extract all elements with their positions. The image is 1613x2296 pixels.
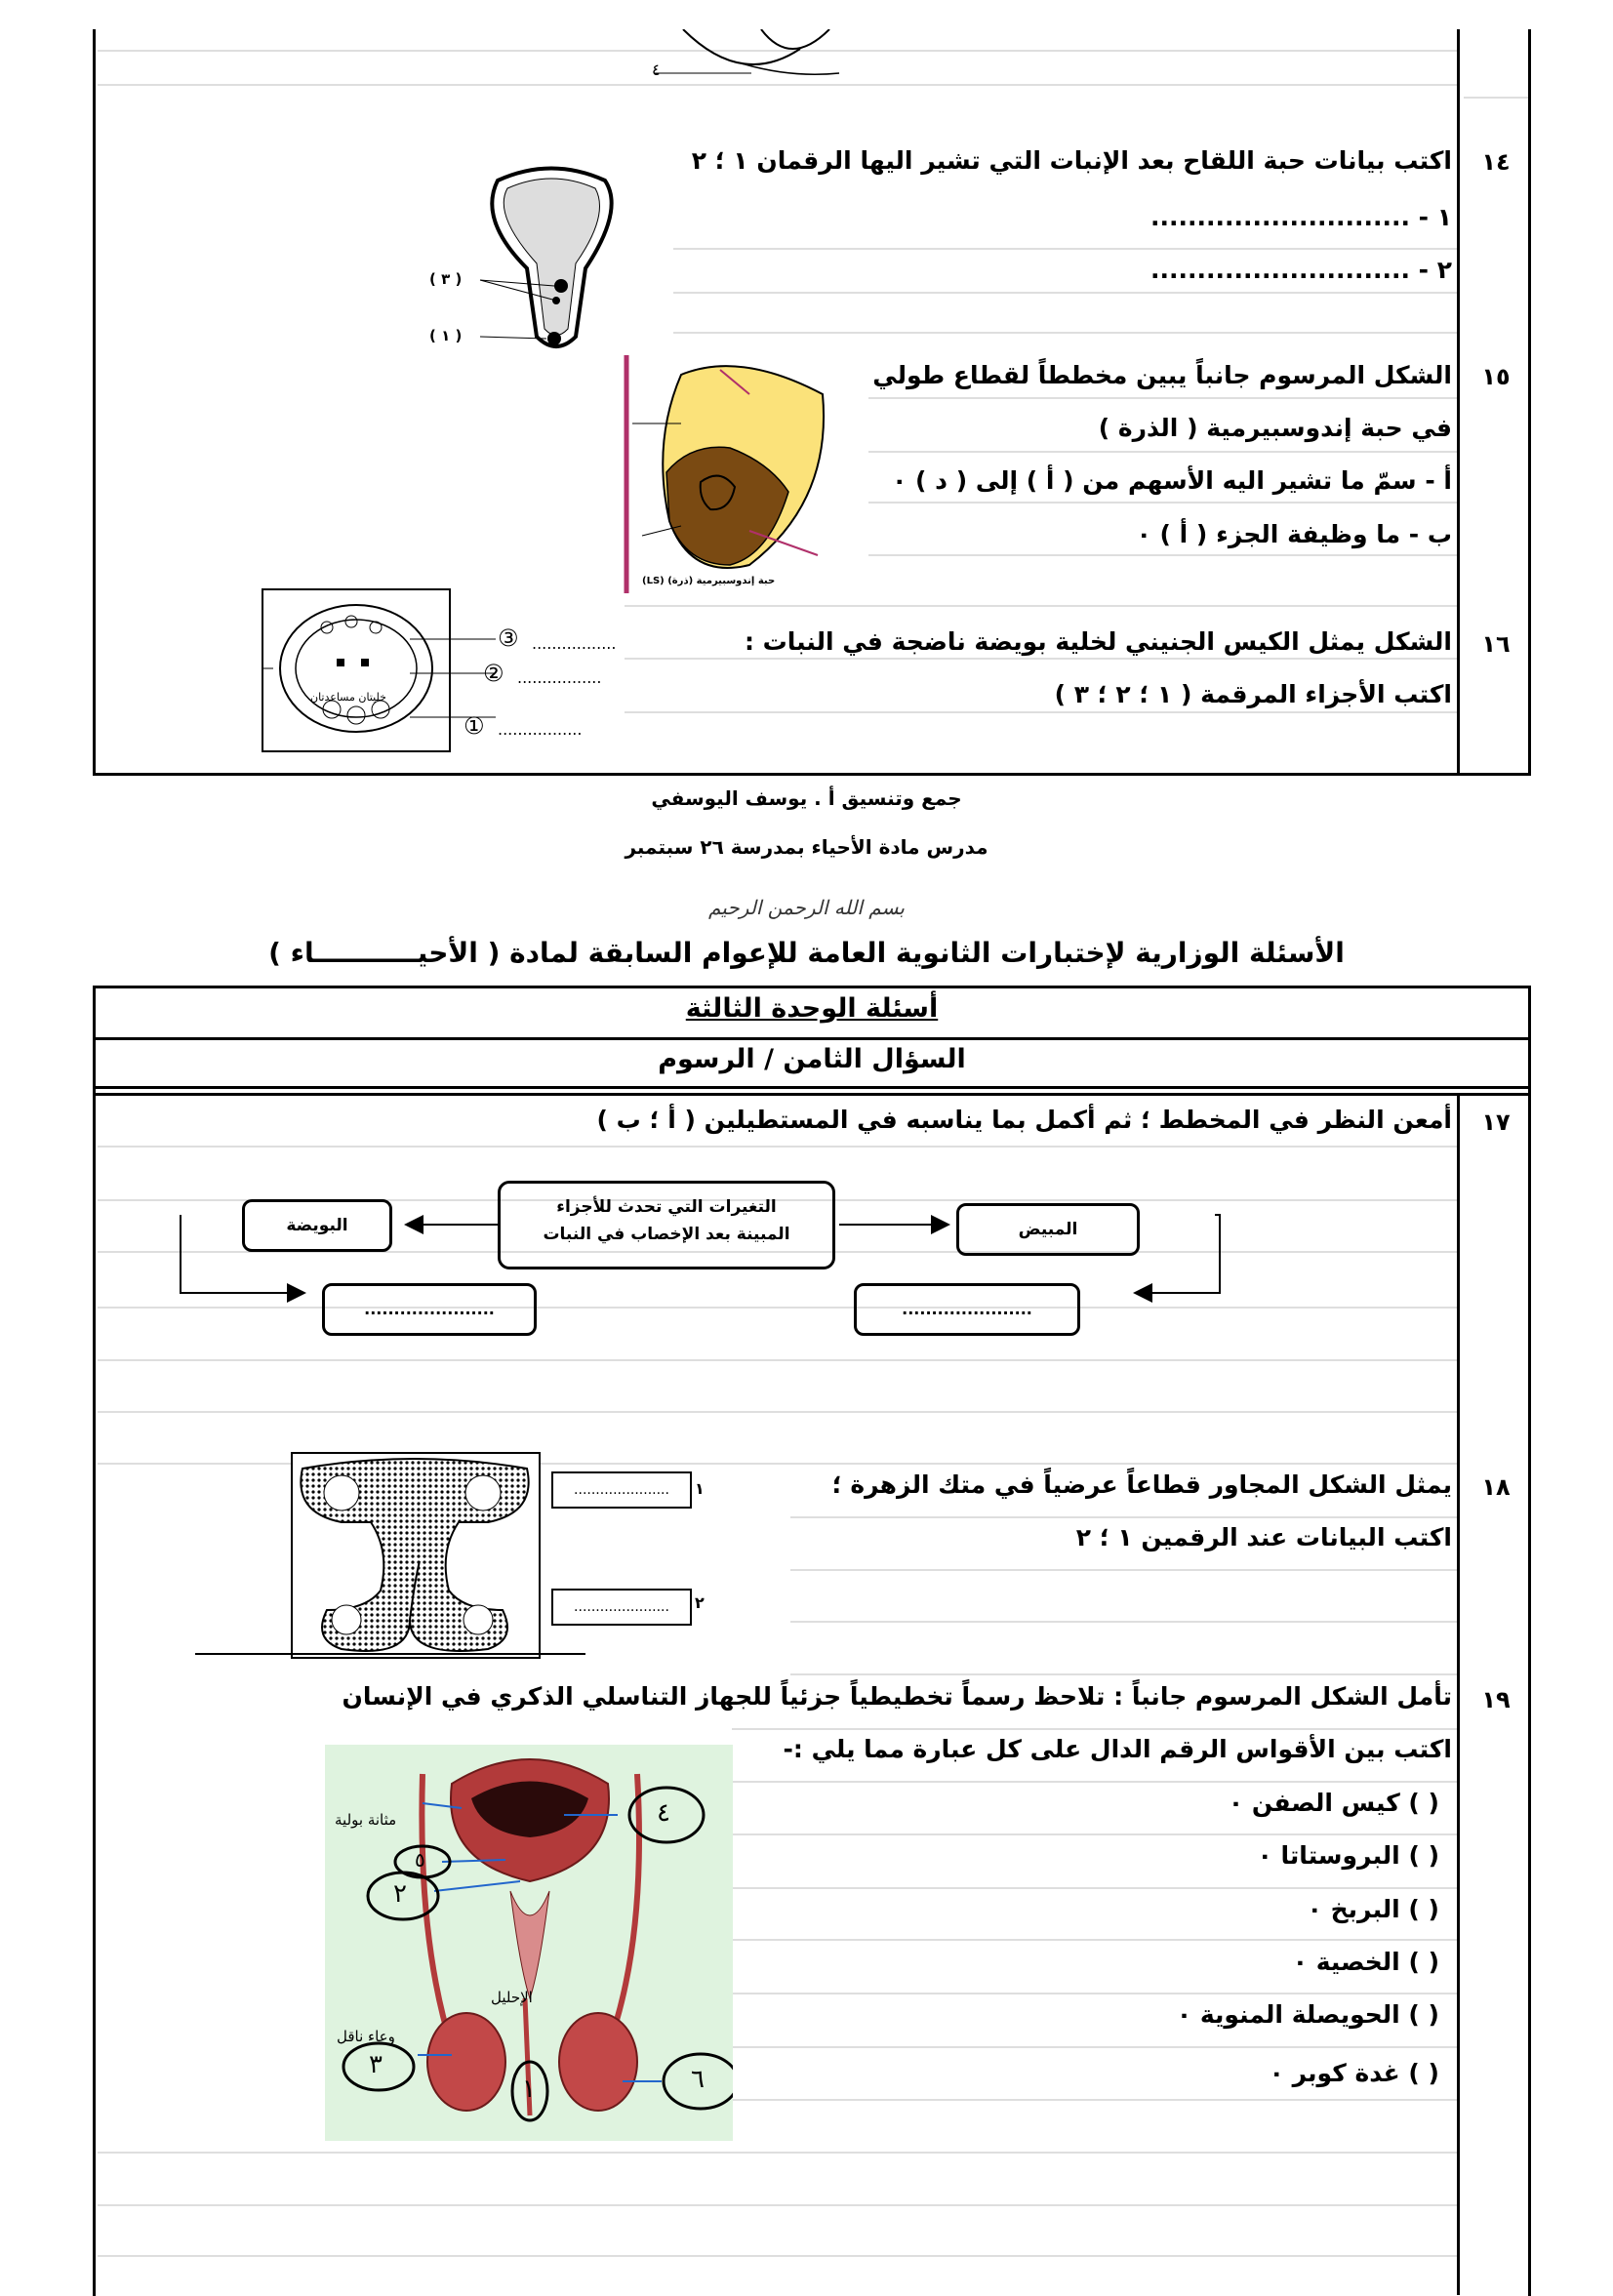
box-ovary: المبيض — [956, 1203, 1140, 1256]
marker-3-blank: ................. — [532, 634, 617, 653]
q19-item-1: ( ) كيس الصفن ٠ — [1228, 1789, 1439, 1817]
pollen-label-1: ( ١ ) — [429, 327, 463, 344]
anther-label-1: ١ — [695, 1479, 705, 1498]
fig-urethra-label: الإحليل — [491, 1989, 533, 2006]
footer-author: جمع وتنسيق أ . يوسف اليوسفي — [651, 786, 962, 810]
synergids-label: خليتان مساعدتان — [310, 691, 386, 704]
marker-2: ② — [483, 660, 504, 687]
pollen-label-3: ( ٣ ) — [429, 270, 463, 288]
fig13-label: ٤ — [652, 60, 661, 79]
fig-num-1: ١ — [522, 2074, 536, 2104]
q19-item-5: ( ) الحويصلة المنوية ٠ — [1176, 2000, 1439, 2029]
q16-line-2: اكتب الأجزاء المرقمة ( ١ ؛ ٢ ؛ ٣ ) — [1054, 680, 1452, 708]
section-heading: السؤال الثامن / الرسوم — [658, 1044, 966, 1074]
box-center-line-2: المبينة بعد الإخصاب في النبات — [543, 1225, 790, 1244]
anther-blank-2[interactable]: ...................... — [551, 1589, 692, 1626]
q15-line-3: أ - سمّ ما تشير اليه الأسهم من ( أ ) إلى ( د ) ٠ — [892, 466, 1452, 495]
q19-item-3: ( ) البربخ ٠ — [1307, 1895, 1439, 1923]
q15-number: ١٥ — [1481, 363, 1511, 390]
marker-1: ① — [464, 712, 485, 740]
marker-2-blank: ................. — [517, 668, 602, 687]
male-reproductive-figure — [325, 1745, 733, 2141]
q15-line-1: الشكل المرسوم جانباً يبين مخططاً لقطاع طولي — [872, 361, 1452, 389]
fig-num-2: ٢ — [393, 1879, 407, 1909]
q14-answer-2: ٢ - ............................ — [1150, 256, 1452, 284]
basmala: بسم الله الرحمن الرحيم — [707, 896, 905, 919]
fig-bladder-label: مثانة بولية — [335, 1811, 397, 1829]
footer-teacher: مدرس مادة الأحياء بمدرسة ٢٦ سبتمبر — [625, 835, 988, 859]
fig-num-3: ٣ — [369, 2050, 383, 2079]
blank-box-b[interactable]: ...................... — [854, 1283, 1080, 1336]
q19-item-4: ( ) الخصية ٠ — [1292, 1948, 1439, 1976]
q19-line-2: اكتب بين الأقواس الرقم الدال على كل عبارة مما يلي :- — [783, 1735, 1452, 1763]
q17-number: ١٧ — [1481, 1108, 1511, 1136]
box-center-line-1: التغيرات التي تحدث للأجزاء — [556, 1197, 777, 1217]
marker-3: ③ — [498, 624, 519, 652]
q14-number: ١٤ — [1481, 148, 1511, 176]
q19-item-2: ( ) البروستاتا ٠ — [1257, 1841, 1439, 1870]
anther-label-2: ٢ — [695, 1593, 705, 1612]
marker-1-blank: ................. — [498, 720, 583, 739]
corn-caption: حبة إندوسبيرمية (ذرة) (LS) — [642, 576, 776, 586]
q17-text: أمعن النظر في المخطط ؛ ثم أكمل بما يناسبه في المستطيلين ( أ ؛ ب ) — [596, 1106, 1452, 1134]
q16-number: ١٦ — [1481, 630, 1511, 658]
q14-text: اكتب بيانات حبة اللقاح بعد الإنبات التي تشير اليها الرقمان ١ ؛ ٢ — [691, 146, 1452, 175]
q19-line-1: تأمل الشكل المرسوم جانباً : تلاحظ رسماً تخطيطياً جزئياً للجهاز التناسلي الذكري في الإنسان — [342, 1682, 1452, 1711]
box-ovule: البويضة — [242, 1199, 392, 1252]
q15-line-2: في حبة إندوسبيرمية ( الذرة ) — [1098, 414, 1452, 442]
fig-vas-label: وعاء ناقل — [337, 2028, 395, 2045]
q14-answer-1: ١ - ............................ — [1150, 203, 1452, 231]
q18-number: ١٨ — [1481, 1473, 1511, 1501]
q18-line-2: اكتب البيانات عند الرقمين ١ ؛ ٢ — [1075, 1523, 1452, 1551]
q15-line-4: ب - ما وظيفة الجزء ( أ ) ٠ — [1136, 520, 1452, 548]
anther-figure — [291, 1452, 541, 1659]
unit-heading: أسئلة الوحدة الثالثة — [685, 993, 939, 1024]
q16-line-1: الشكل يمثل الكيس الجنيني لخلية بويضة ناضجة في النبات : — [744, 627, 1452, 656]
q18-line-1: يمثل الشكل المجاور قطاعاً عرضياً في متك الزهرة ؛ — [831, 1470, 1452, 1499]
fig-num-6: ٦ — [691, 2065, 705, 2094]
q19-number: ١٩ — [1481, 1686, 1511, 1713]
fig-num-4: ٤ — [657, 1798, 670, 1828]
q19-item-6: ( ) غدة كوبر ٠ — [1269, 2059, 1439, 2087]
q17-flowchart — [166, 1176, 1239, 1351]
fig-num-5: ٥ — [415, 1848, 425, 1872]
anther-blank-1[interactable]: ...................... — [551, 1471, 692, 1509]
box-center — [498, 1181, 835, 1269]
blank-box-a[interactable]: ...................... — [322, 1283, 537, 1336]
page-title: الأسئلة الوزارية لإختبارات الثانوية العامة للإعوام السابقة لمادة ( الأحيـــــــــــاء ) — [268, 937, 1345, 969]
